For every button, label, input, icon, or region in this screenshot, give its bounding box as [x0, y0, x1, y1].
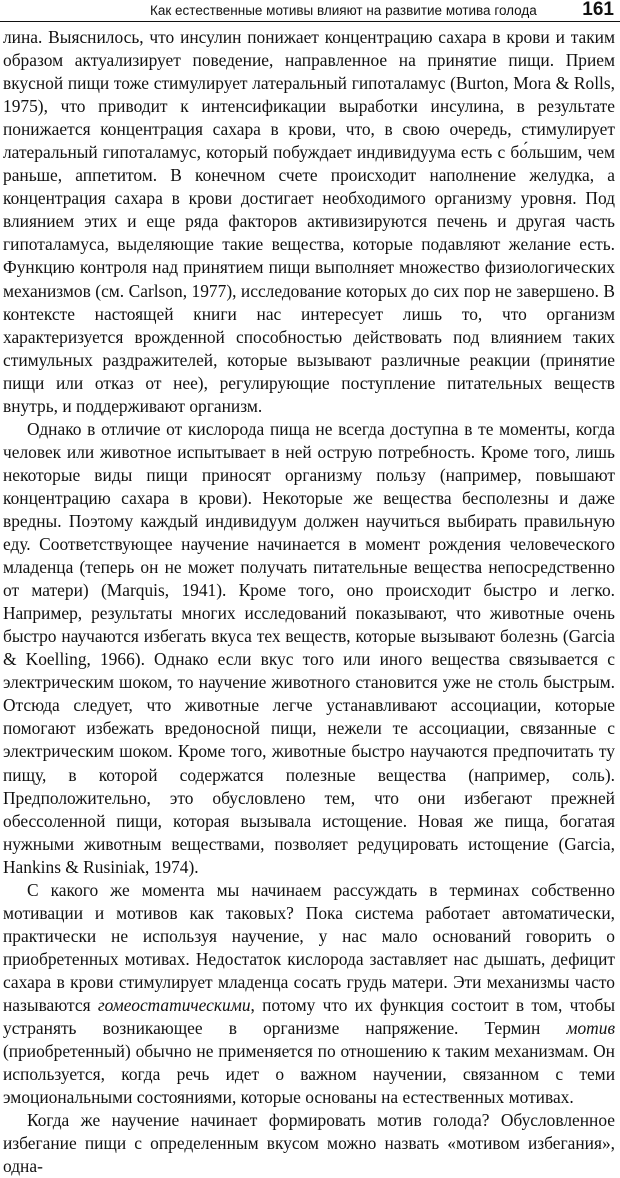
- paragraph-text: лина. Выяснилось, что инсулин понижает концентрацию сахара в крови и таким образом актуализирует поведение, направленное на принятие пищи. Прием вкусной пищи тоже стимулирует латеральный гипоталамус (Burton, Mora & Rolls, 1975), что приводит к интенсификации выработки инсулина, в результате понижается концентрация сахара в крови, что, в свою очередь, стимулирует латеральный гипоталамус, который побуждает индивидуума есть с бо́льшим, чем раньше, аппетитом. В конечном счете происходит наполнение желудка, а концентрация сахара в крови достигает необходимого организму уровня. Под влиянием этих и еще ряда факторов активизируются печень и другая часть гипоталамуса, выделяющие такие вещества, которые подавляют желание есть. Функцию контроля над принятием пищи выполняет множество физиологических механизмов (см. Carlson, 1977), исследование которых до сих пор не завершено. В контексте настоящей книги нас интересует лишь то, что организм характеризуется врожденной способностью действовать под влиянием таких стимульных раздражителей, которые вызывают различные реакции (принятие пищи или отказ от нее), регулирующие поступление питательных веществ внутрь, и поддерживают организм.: [3, 27, 615, 416]
- paragraph-2: [3, 418, 615, 879]
- paragraph-text: , потому что их функция состоит в том, чтобы устранять возникающее в организме напряжение. Термин: [3, 994, 616, 1039]
- text-body: [3, 26, 615, 1178]
- italic-term-motive: мотив: [566, 1018, 615, 1039]
- paragraph-4: [3, 1109, 615, 1178]
- running-title: Как естественные мотивы влияют на развитие мотива голода: [150, 3, 537, 18]
- page-number: 161: [582, 0, 614, 20]
- paragraph-3: [3, 879, 615, 1109]
- paragraph-text: С какого же момента мы начинаем рассуждать в терминах собственно мотивации и мотивов как таковых? Пока система работает автоматически, практически не используя научение, у нас мало оснований говорить о приобретенных мотивах. Недостаток кислорода заставляет нас дышать, дефицит сахара в крови стимулирует младенца сосать грудь матери. Эти механизмы часто называются: [3, 879, 615, 1015]
- paragraph-1: [3, 26, 615, 418]
- header-rule: [0, 21, 620, 22]
- italic-term-homeostatic: гомеостатическими: [97, 994, 251, 1015]
- paragraph-text: (приобретенный) обычно не применяется по отношению к таким механизмам. Он используется, когда речь идет о важном научении, связанном с теми эмоциональными состояниями, которые основаны на естественных мотивах.: [3, 1041, 615, 1108]
- running-header: [0, 0, 620, 24]
- paragraph-text: Однако в отличие от кислорода пища не всегда доступна в те моменты, когда человек или животное испытывает в ней острую потребность. Кроме того, лишь некоторые виды пищи приносят организму пользу (например, повышают концентрацию сахара в крови). Некоторые же вещества бесполезны и даже вредны. Поэтому каждый индивидуум должен научиться выбирать правильную еду. Соответствующее научение начинается в момент рождения человеческого младенца (теперь он не может получать питательные вещества непосредственно от матери) (Marquis, 1941). Кроме того, оно происходит быстро и легко. Например, результаты многих исследований показывают, что животные очень быстро научаются избегать вкуса тех веществ, которые вызывают болезнь (Garcia & Koelling, 1966). Однако если вкус того или иного вещества связывается с электрическим шоком, то научение животного становится уже не столь быстрым. Отсюда следует, что животные легче устанавливают ассоциации, которые помогают избежать вредоносной пищи, нежели те ассоциации, связанные с электрическим шоком. Кроме того, животные быстро научаются предпочитать ту пищу, в которой содержатся полезные вещества (например, соль). Предположительно, это обусловлено тем, что они избегают прежней обессоленной пищи, которая вызывала истощение. Новая же пища, богатая нужными животным веществами, позволяет редуцировать истощение (Garcia, Hankins & Rusiniak, 1974).: [3, 418, 615, 877]
- paragraph-text: Когда же научение начинает формировать мотив голода? Обусловленное избегание пищи с определенным вкусом можно назвать «мотивом избегания», одна-: [3, 1110, 615, 1177]
